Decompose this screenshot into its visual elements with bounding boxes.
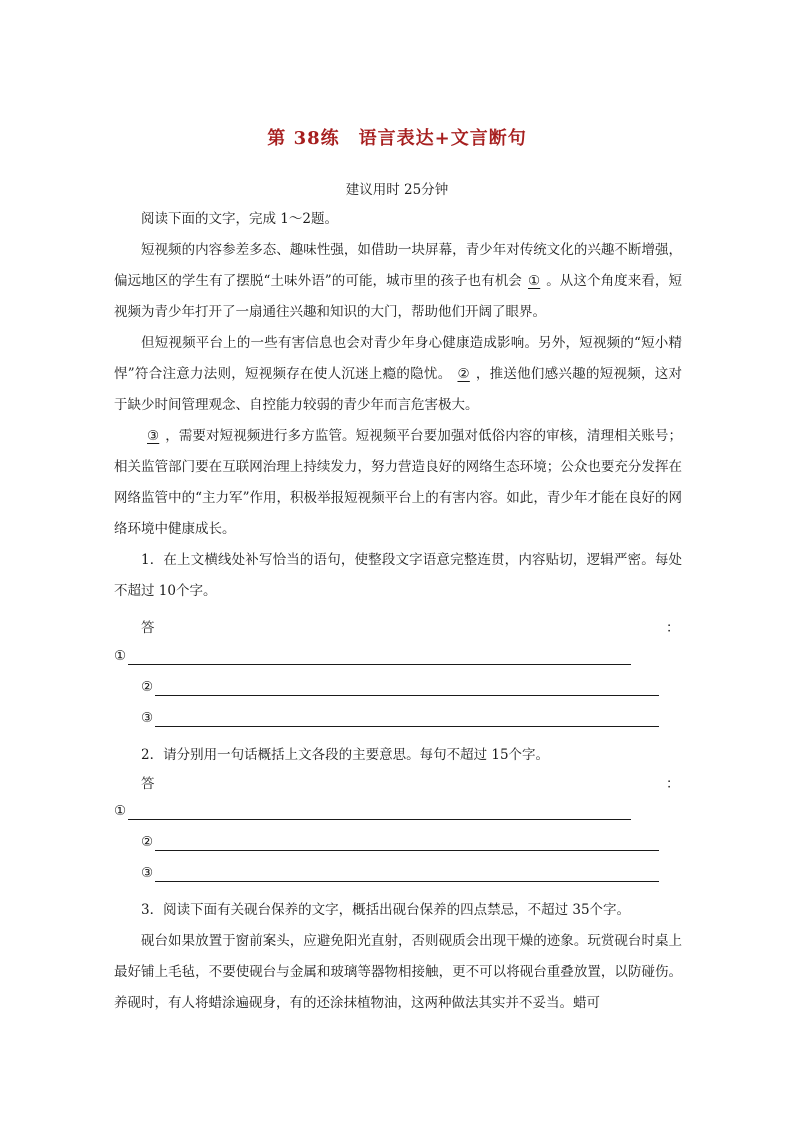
answer-line-q1-3[interactable]	[141, 710, 660, 728]
blank-2: ②	[457, 366, 470, 382]
answer-label-q2: 答	[141, 776, 155, 792]
answer-line-q2-3[interactable]	[141, 865, 660, 883]
answer-label-q1: 答	[141, 620, 155, 636]
answer-rule	[155, 881, 659, 882]
question-2: 2．请分别用一句话概括上文各段的主要意思。每句不超过 15个字。	[141, 747, 550, 763]
circled-number: ①	[114, 648, 127, 664]
passage-paragraph-2: 但短视频平台上的一些有害信息也会对青少年身心健康造成影响。另外，短视频的“短小精悍”符合注意力法则，短视频存在使人沉迷上瘾的隐忧。 ② ，推送他们感兴趣的短视频，这对于缺少时间管理观念、自控能力较弱的青少年而言危害极大。	[114, 335, 683, 413]
answer-rule	[128, 819, 631, 820]
passage-paragraph-4: 砚台如果放置于窗前案头，应避免阳光直射，否则砚质会出现干燥的迹象。玩赏砚台时桌上最好铺上毛毡，不要使砚台与金属和玻璃等器物相接触，更不可以将砚台重叠放置，以防碰伤。养砚时，有人将蜡涂遍砚身，有的还涂抹植物油，这两种做法其实并不妥当。蜡可	[114, 933, 682, 1011]
question-3: 3．阅读下面有关砚台保养的文字，概括出砚台保养的四点禁忌，不超过 35个字。	[141, 902, 631, 918]
circled-number: ③	[141, 865, 154, 881]
circled-number: ③	[141, 710, 154, 726]
circled-number: ②	[141, 679, 154, 695]
passage-paragraph-1: 短视频的内容参差多态、趣味性强，如借助一块屏幕，青少年对传统文化的兴趣不断增强，偏远地区的学生有了摆脱“土味外语”的可能，城市里的孩子也有机会 ① 。从这个角度来看，短视频为青少年打开了一扇通往兴趣和知识的大门，帮助他们开阔了眼界。	[114, 242, 683, 320]
page-title: 第 38练 语言表达+文言断句	[267, 128, 527, 149]
answer-rule	[155, 695, 659, 696]
answer-line-q2-1[interactable]	[114, 803, 632, 821]
passage-paragraph-3: ③ ，需要对短视频进行多方监管。短视频平台要加强对低俗内容的审核，清理相关账号；相关监管部门要在互联网治理上持续发力，努力营造良好的网络生态环境；公众也要充分发挥在网络监管中的“主力军”作用，积极举报短视频平台上的有害内容。如此，青少年才能在良好的网络环境中健康成长。	[114, 428, 683, 537]
circled-number: ①	[114, 803, 127, 819]
intro-instruction: 阅读下面的文字，完成 1～2题。	[141, 211, 338, 227]
blank-1: ①	[528, 273, 541, 289]
answer-line-q2-2[interactable]	[141, 834, 660, 852]
blank-3: ③	[147, 428, 160, 444]
question-1: 1．在上文横线处补写恰当的语句，使整段文字语意完整连贯，内容贴切，逻辑严密。每处不超过 10个字。	[114, 552, 682, 599]
answer-colon-q2: ：	[666, 776, 680, 792]
circled-number: ②	[141, 834, 154, 850]
answer-line-q1-1[interactable]	[114, 648, 632, 666]
answer-rule	[155, 726, 659, 727]
answer-rule	[155, 850, 659, 851]
answer-colon-q1: ：	[666, 620, 680, 636]
answer-line-q1-2[interactable]	[141, 679, 660, 697]
time-suggestion: 建议用时 25分钟	[345, 182, 449, 198]
answer-rule	[128, 664, 631, 665]
